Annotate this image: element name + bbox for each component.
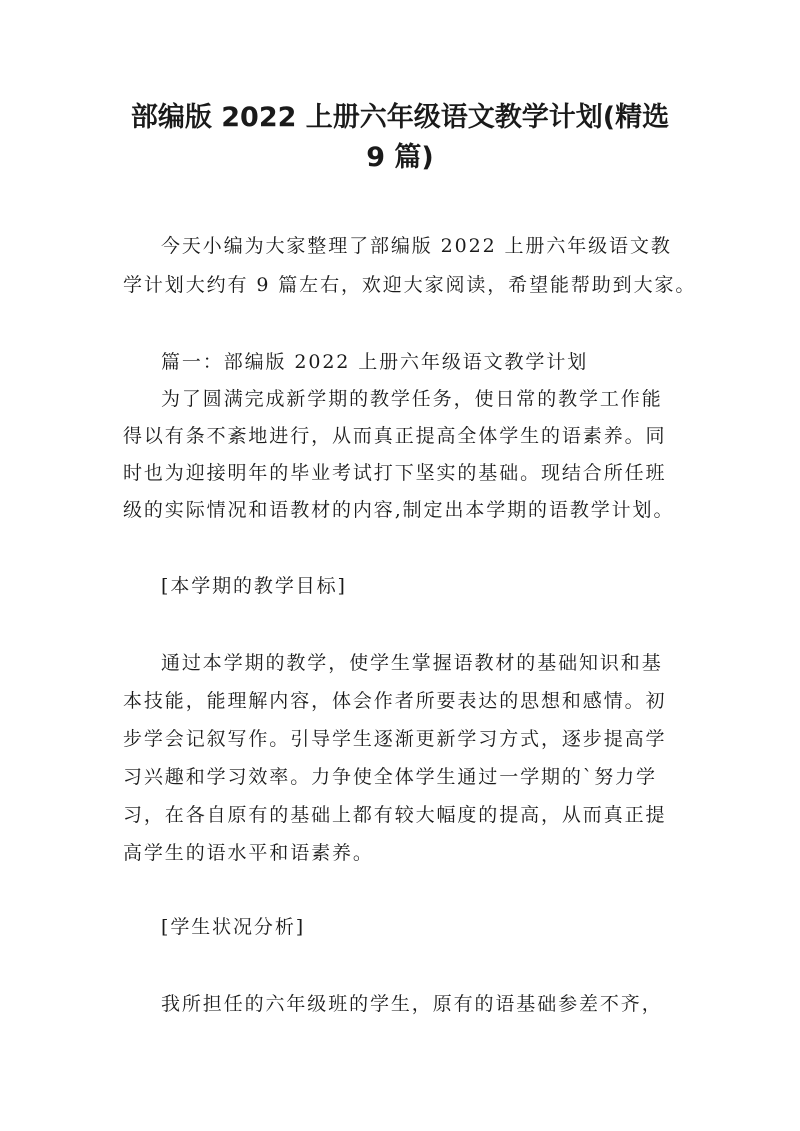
- section1-line-4: 级的实际情况和语教材的内容,制定出本学期的语教学计划。: [123, 499, 675, 521]
- goals-heading: [本学期的教学目标]: [161, 575, 347, 597]
- document-title-line-2: 9 篇): [366, 142, 434, 173]
- intro-line-2: 学计划大约有 9 篇左右，欢迎大家阅读，希望能帮助到大家。: [123, 274, 697, 296]
- intro-line-1: 今天小编为大家整理了部编版 2022 上册六年级语文教: [161, 235, 672, 257]
- goals-line-4: 习兴趣和学习效率。力争使全体学生通过一学期的`努力学: [123, 766, 657, 788]
- section1-heading: 篇一：部编版 2022 上册六年级语文教学计划: [161, 351, 589, 373]
- students-heading: [学生状况分析]: [161, 916, 306, 938]
- goals-line-1: 通过本学期的教学，使学生掌握语教材的基础知识和基: [161, 652, 663, 674]
- goals-line-6: 高学生的语水平和语素养。: [123, 842, 374, 864]
- document-title-line-1: 部编版 2022 上册六年级语文教学计划(精选: [130, 102, 670, 133]
- section1-line-1: 为了圆满完成新学期的教学任务，使日常的教学工作能: [161, 388, 663, 410]
- section1-line-2: 得以有条不紊地进行，从而真正提高全体学生的语素养。同: [123, 425, 667, 447]
- goals-line-5: 习，在各自原有的基础上都有较大幅度的提高，从而真正提: [123, 804, 667, 826]
- goals-line-2: 本技能，能理解内容，体会作者所要表达的思想和感情。初: [123, 690, 667, 712]
- students-line-1: 我所担任的六年级班的学生，原有的语基础参差不齐，: [161, 993, 663, 1015]
- goals-line-3: 步学会记叙写作。引导学生逐渐更新学习方式，逐步提高学: [123, 728, 667, 750]
- section1-line-3: 时也为迎接明年的毕业考试打下坚实的基础。现结合所任班: [123, 462, 667, 484]
